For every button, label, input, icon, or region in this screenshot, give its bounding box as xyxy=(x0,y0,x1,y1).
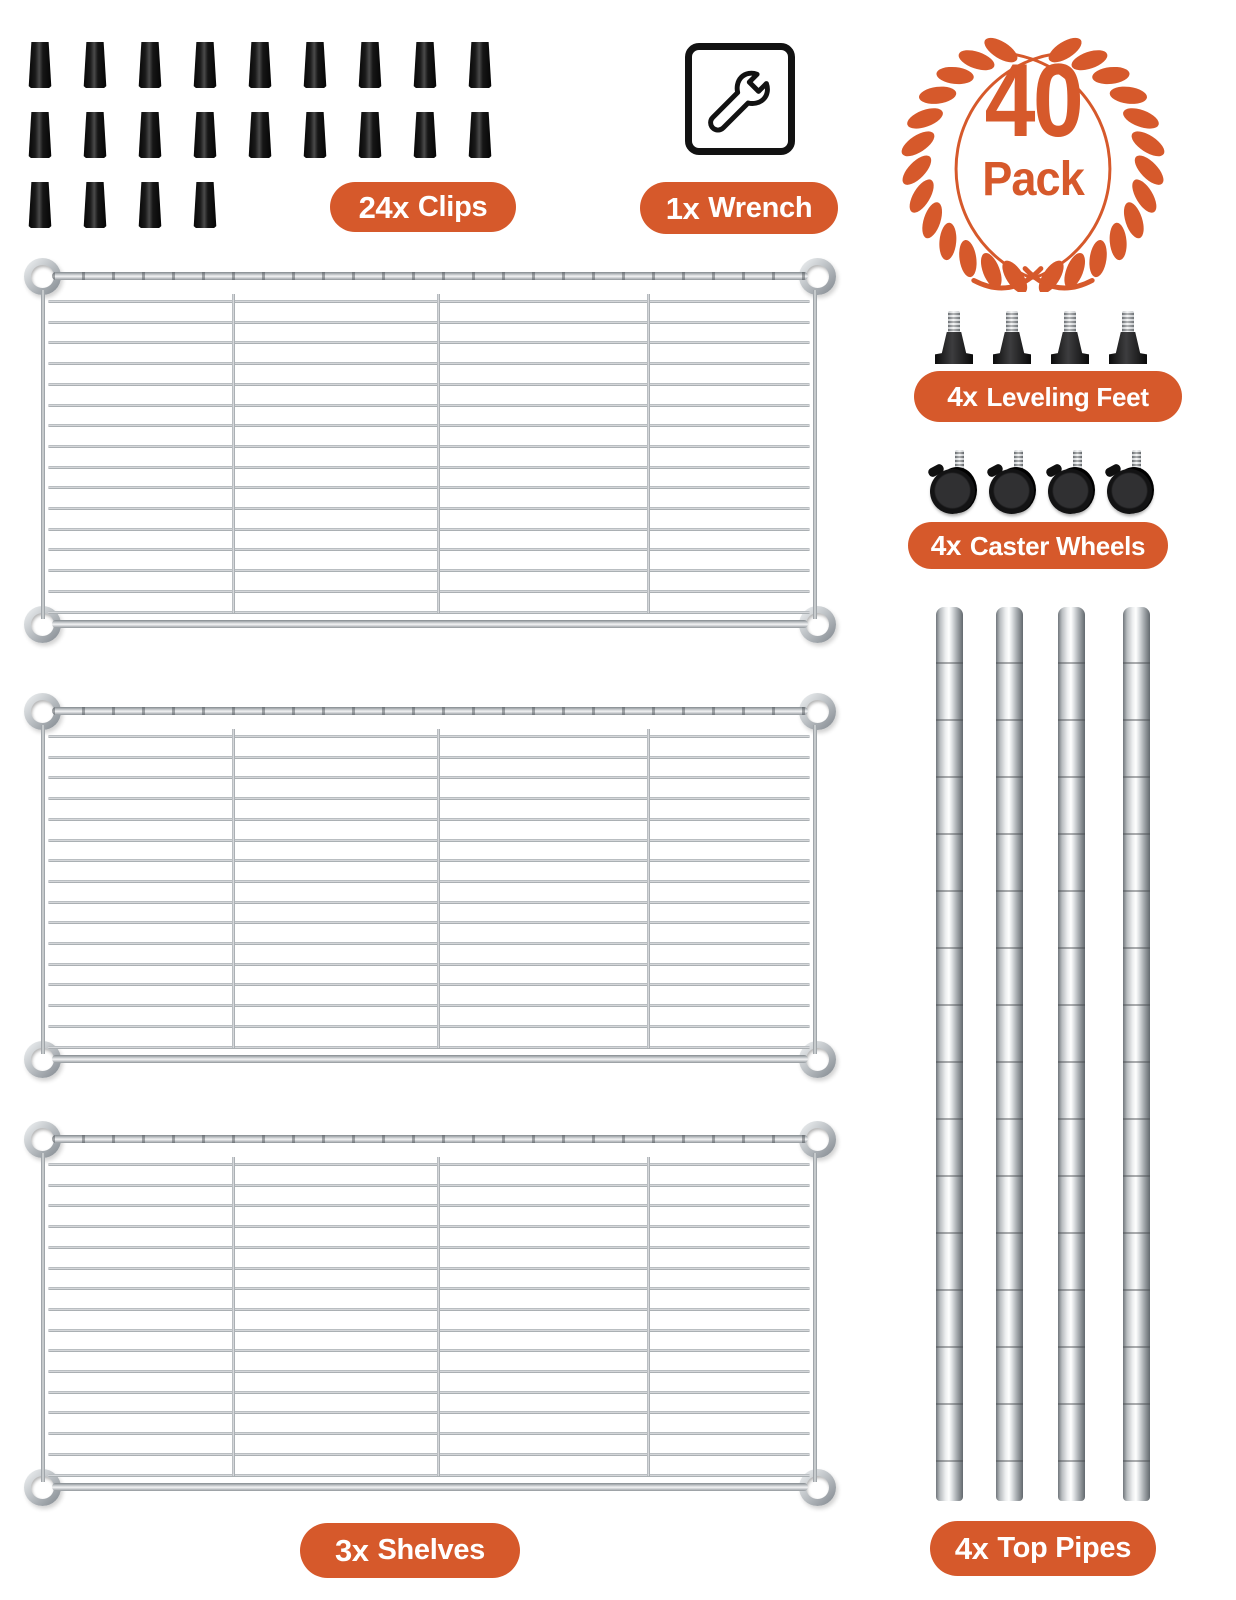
shelf-wire xyxy=(48,404,810,407)
clips-name: Clips xyxy=(417,190,488,223)
pack-badge-text xyxy=(885,16,1181,292)
caster-wheel-icon xyxy=(1047,450,1095,518)
top-pipe xyxy=(1123,607,1150,1501)
shelf-wire xyxy=(48,466,810,469)
shelf-wire xyxy=(48,1391,810,1394)
wrench-count: 1x xyxy=(665,190,700,226)
shelf-wire xyxy=(48,300,810,303)
wheel-front-disc xyxy=(930,469,975,514)
ring-hole xyxy=(806,265,829,288)
leveling-foot-icon xyxy=(1109,311,1147,364)
wheel-front-disc xyxy=(1107,469,1152,514)
shelf-wire xyxy=(48,1432,810,1435)
shelf-wire xyxy=(48,1453,810,1456)
ring-hole xyxy=(806,1048,829,1071)
clip-icon xyxy=(358,112,382,158)
shelf-wire xyxy=(48,797,810,800)
clip-icon xyxy=(28,42,52,88)
leveling-foot-icon xyxy=(935,311,973,364)
shelf-wire xyxy=(48,528,810,531)
clip-icon xyxy=(303,112,327,158)
shelf-wire xyxy=(48,1184,810,1187)
shelf-edge-wire xyxy=(41,290,45,619)
clip-icon xyxy=(138,112,162,158)
shelf-wire xyxy=(48,880,810,883)
wheel-front-disc xyxy=(1048,469,1093,514)
clip-icon xyxy=(138,182,162,228)
shelf-support-wire xyxy=(232,294,235,613)
shelf-support-wire xyxy=(647,729,650,1048)
caster-wheels-count: 4x xyxy=(930,529,961,561)
leveling-feet-count-label xyxy=(914,371,1182,422)
shelf-wire xyxy=(48,1225,810,1228)
clips-count-label xyxy=(330,182,516,232)
shelf-edge-wire xyxy=(41,1153,45,1482)
shelf-wire xyxy=(48,590,810,593)
ring-hole xyxy=(806,613,829,636)
caster-wheels-count-label xyxy=(908,522,1168,569)
shelf-wire xyxy=(48,942,810,945)
leveling-feet-row xyxy=(935,311,1147,364)
shelf-wire xyxy=(48,445,810,448)
shelf-wire xyxy=(48,1329,810,1332)
wire-shelf xyxy=(22,258,838,643)
shelf-wire xyxy=(48,859,810,862)
clip-icon xyxy=(193,42,217,88)
caster-wheel-icon xyxy=(988,450,1036,518)
shelf-back-bar xyxy=(52,1483,808,1491)
shelf-edge-wire xyxy=(813,290,817,619)
shelves-count: 3x xyxy=(334,1533,369,1568)
foot-cone xyxy=(1109,332,1147,364)
shelf-wire xyxy=(48,776,810,779)
wrench-icon xyxy=(699,58,781,140)
shelf-wire xyxy=(48,424,810,427)
shelf-front-bar xyxy=(52,707,808,715)
foot-cone xyxy=(993,332,1031,364)
shelf-wire xyxy=(48,1267,810,1270)
shelf-wire xyxy=(48,1004,810,1007)
clip-icon xyxy=(358,42,382,88)
shelf-support-wire xyxy=(647,294,650,613)
shelf-wire xyxy=(48,548,810,551)
leveling-foot-icon xyxy=(993,311,1031,364)
clip-icon xyxy=(138,42,162,88)
shelf-wire xyxy=(48,1474,810,1477)
shelf-wire xyxy=(48,486,810,489)
ring-hole xyxy=(806,1128,829,1151)
ring-hole xyxy=(806,700,829,723)
clip-icon xyxy=(28,182,52,228)
shelf-wire xyxy=(48,611,810,614)
pack-badge xyxy=(885,16,1181,292)
top-pipe xyxy=(996,607,1023,1501)
wrench-name: Wrench xyxy=(708,191,813,224)
clip-icon xyxy=(83,42,107,88)
pack-number: 40 xyxy=(984,43,1082,159)
shelf-front-bar xyxy=(52,1135,808,1143)
clip-icon xyxy=(468,42,492,88)
pack-word: Pack xyxy=(982,152,1084,206)
clip-icon xyxy=(83,112,107,158)
top-pipes-count: 4x xyxy=(954,1531,989,1566)
shelf-wire xyxy=(48,507,810,510)
shelf-wire xyxy=(48,321,810,324)
caster-wheels-name: Caster Wheels xyxy=(969,530,1146,561)
shelf-wire xyxy=(48,1308,810,1311)
top-pipes-count-label xyxy=(930,1521,1156,1576)
wrench-count-label xyxy=(640,182,838,234)
shelf-wire xyxy=(48,362,810,365)
clip-icon xyxy=(413,42,437,88)
shelf-edge-wire xyxy=(813,725,817,1054)
shelf-wire xyxy=(48,1163,810,1166)
leveling-foot-icon xyxy=(1051,311,1089,364)
leveling-feet-count: 4x xyxy=(947,380,978,412)
wheel-front-disc xyxy=(989,469,1034,514)
clip-icon xyxy=(468,112,492,158)
shelf-support-wire xyxy=(437,1157,440,1476)
shelf-wire xyxy=(48,901,810,904)
clip-icon xyxy=(83,182,107,228)
shelf-wire xyxy=(48,1370,810,1373)
shelf-wire xyxy=(48,1025,810,1028)
foot-cone xyxy=(935,332,973,364)
shelf-wire xyxy=(48,921,810,924)
clip-icon xyxy=(413,112,437,158)
shelf-wire xyxy=(48,569,810,572)
shelf-support-wire xyxy=(232,1157,235,1476)
foot-cone xyxy=(1051,332,1089,364)
clip-icon xyxy=(193,112,217,158)
top-pipes-name: Top Pipes xyxy=(997,1532,1132,1564)
ring-hole xyxy=(31,1128,54,1151)
caster-wheels-row xyxy=(929,450,1154,518)
clip-icon xyxy=(28,112,52,158)
clip-icon xyxy=(248,42,272,88)
shelves-count-label xyxy=(300,1523,520,1578)
shelf-wire xyxy=(48,818,810,821)
caster-wheel-icon xyxy=(929,450,977,518)
clip-icon xyxy=(248,112,272,158)
ring-hole xyxy=(31,265,54,288)
shelf-wire xyxy=(48,1349,810,1352)
clips-count: 24x xyxy=(358,189,409,225)
shelf-wire xyxy=(48,756,810,759)
top-pipe xyxy=(1058,607,1085,1501)
shelf-wire xyxy=(48,1204,810,1207)
shelf-back-bar xyxy=(52,620,808,628)
shelf-wire xyxy=(48,1246,810,1249)
shelves-name: Shelves xyxy=(377,1534,485,1566)
shelf-wire xyxy=(48,1411,810,1414)
shelf-support-wire xyxy=(437,729,440,1048)
wire-shelf xyxy=(22,1121,838,1506)
shelf-wire xyxy=(48,1287,810,1290)
top-pipe xyxy=(936,607,963,1501)
shelf-wire xyxy=(48,383,810,386)
shelf-edge-wire xyxy=(41,725,45,1054)
shelf-support-wire xyxy=(437,294,440,613)
wrench-box xyxy=(685,43,795,155)
shelf-front-bar xyxy=(52,272,808,280)
clip-icon xyxy=(303,42,327,88)
caster-wheel-icon xyxy=(1106,450,1154,518)
shelf-wire xyxy=(48,1046,810,1049)
ring-hole xyxy=(31,700,54,723)
leveling-feet-name: Leveling Feet xyxy=(986,381,1149,412)
shelf-wire xyxy=(48,735,810,738)
shelf-wire xyxy=(48,341,810,344)
shelf-back-bar xyxy=(52,1055,808,1063)
wire-shelf xyxy=(22,693,838,1078)
ring-hole xyxy=(806,1476,829,1499)
shelf-support-wire xyxy=(647,1157,650,1476)
shelf-wire xyxy=(48,983,810,986)
shelf-wire xyxy=(48,839,810,842)
clip-icon xyxy=(193,182,217,228)
shelf-support-wire xyxy=(232,729,235,1048)
shelf-wire xyxy=(48,963,810,966)
shelf-edge-wire xyxy=(813,1153,817,1482)
